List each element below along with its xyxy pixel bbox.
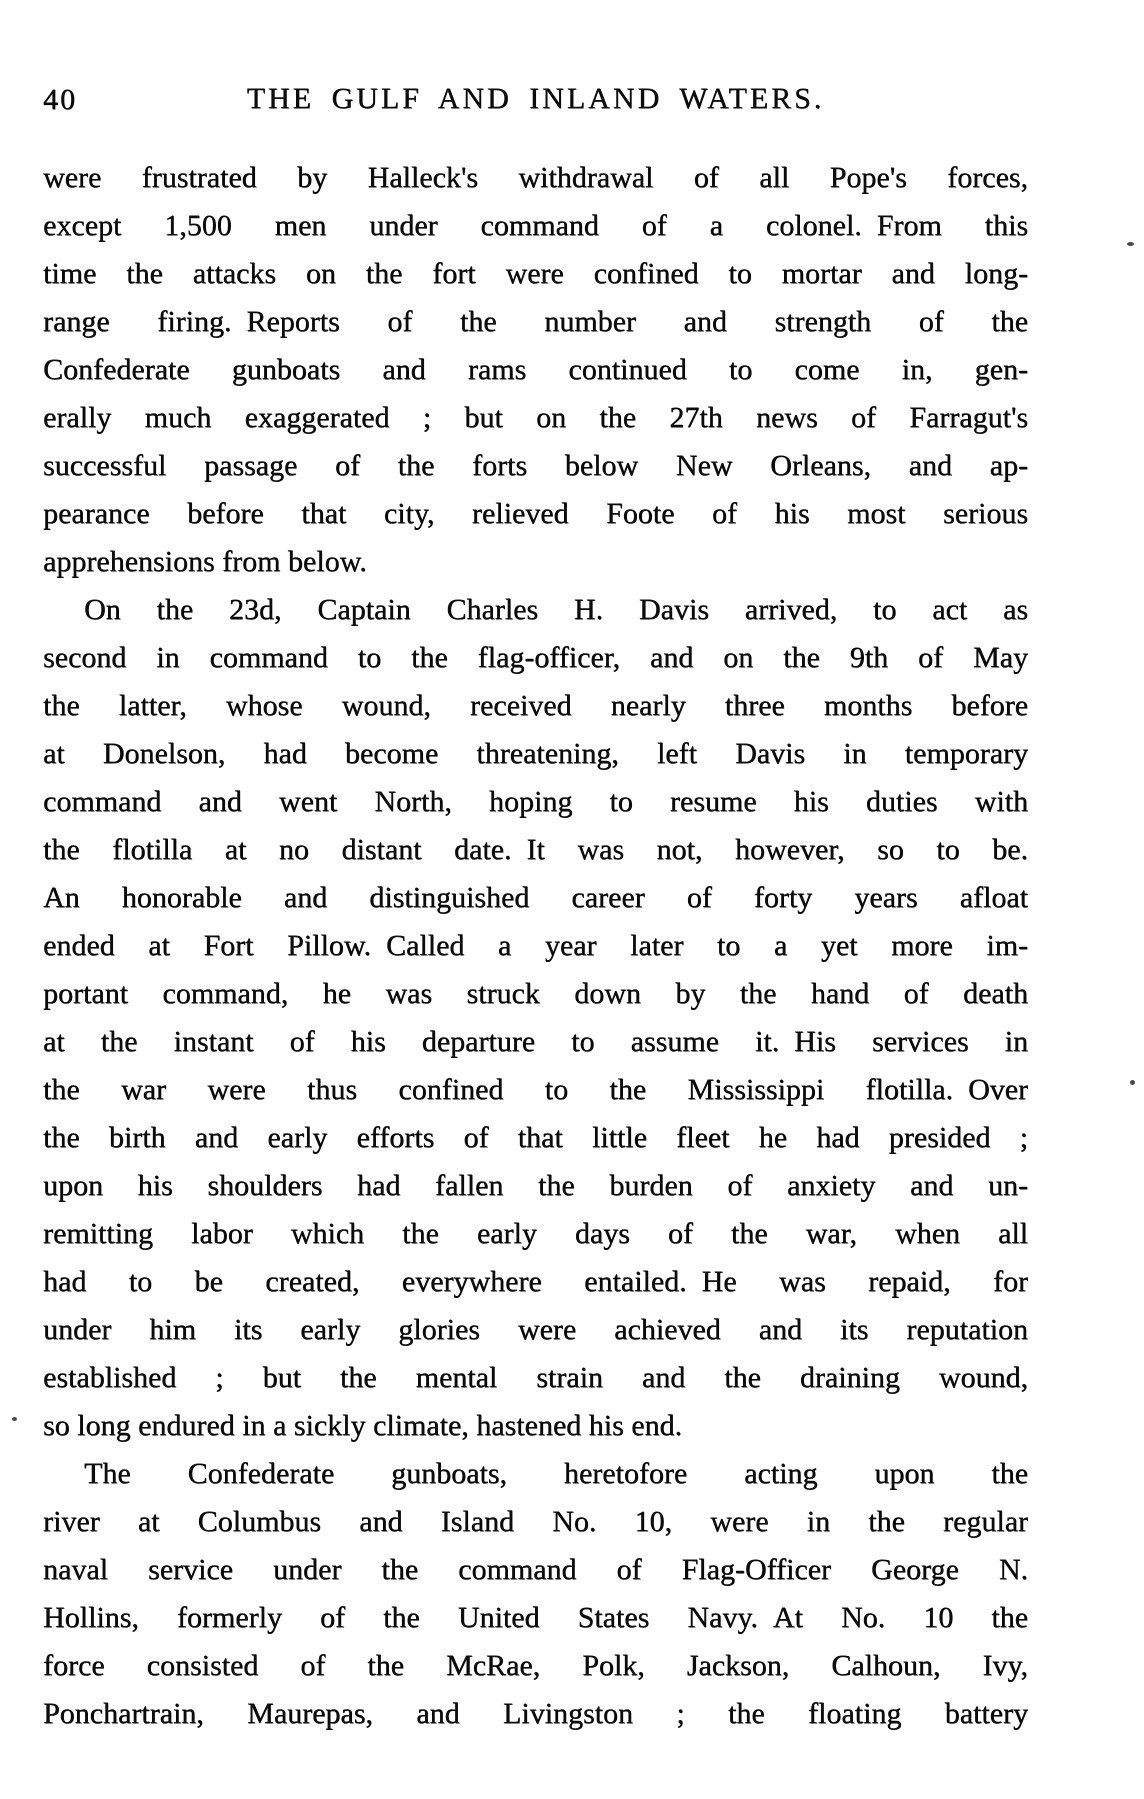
text-line: time the attacks on the fort were confined to mortar and long- [43,257,1028,290]
text-line: command and went North, hoping to resume his duties with [43,785,1028,818]
text-line: An honorable and distinguished career of forty years afloat [43,881,1028,914]
text-line: upon his shoulders had fallen the burden of anxiety and un- [43,1169,1028,1202]
text-line: the latter, whose wound, received nearly three months before [43,689,1028,722]
text-line: force consisted of the McRae, Polk, Jackson, Calhoun, Ivy, [43,1649,1028,1682]
text-line: erally much exaggerated ; but on the 27th news of Farragut's [43,401,1028,434]
text-line: the flotilla at no distant date. It was not, however, so to be. [43,833,1028,866]
text-line: remitting labor which the early days of the war, when all [43,1217,1028,1250]
text-line: the birth and early efforts of that little fleet he had presided ; [43,1121,1028,1154]
page-header [43,82,1028,122]
text-line: established ; but the mental strain and the draining wound, [43,1361,1028,1394]
text-line: Confederate gunboats and rams continued to come in, gen- [43,353,1028,386]
text-line: The Confederate gunboats, heretofore acting upon the [84,1457,1028,1490]
text-line: under him its early glories were achieved and its reputation [43,1313,1028,1346]
paragraph [43,154,1028,586]
text-line: ended at Fort Pillow. Called a year later to a yet more im- [43,929,1028,962]
text-line: naval service under the command of Flag-Officer George N. [43,1553,1028,1586]
text-line: apprehensions from below. [43,545,367,578]
text-line: at Donelson, had become threatening, left Davis in temporary [43,737,1028,770]
text-line: were frustrated by Halleck's withdrawal of all Pope's forces, [43,161,1028,194]
text-line: Ponchartrain, Maurepas, and Livingston ; the floating battery [43,1697,1028,1730]
scan-speck [1127,242,1134,246]
text-line: except 1,500 men under command of a colonel. From this [43,209,1028,242]
text-line: had to be created, everywhere entailed. He was repaid, for [43,1265,1028,1298]
paragraph [43,586,1028,1450]
text-line: successful passage of the forts below New Orleans, and ap- [43,449,1028,482]
scan-speck [12,1417,17,1421]
text-line: portant command, he was struck down by the hand of death [43,977,1028,1010]
page-text [43,154,1028,1738]
text-line: On the 23d, Captain Charles H. Davis arrived, to act as [84,593,1028,626]
text-line: Hollins, formerly of the United States Navy. At No. 10 the [43,1601,1028,1634]
text-line: second in command to the flag-officer, and on the 9th of May [43,641,1028,674]
paragraph [43,1450,1028,1738]
text-line: pearance before that city, relieved Foote of his most serious [43,497,1028,530]
running-title: THE GULF AND INLAND WATERS. [246,82,825,115]
scan-speck [1130,1080,1135,1085]
text-line: the war were thus confined to the Mississippi flotilla. Over [43,1073,1028,1106]
text-line: at the instant of his departure to assume it. His services in [43,1025,1028,1058]
page-number: 40 [43,83,77,116]
text-line: range firing. Reports of the number and strength of the [43,305,1028,338]
text-line: river at Columbus and Island No. 10, were in the regular [43,1505,1028,1538]
text-line: so long endured in a sickly climate, hastened his end. [43,1409,683,1442]
